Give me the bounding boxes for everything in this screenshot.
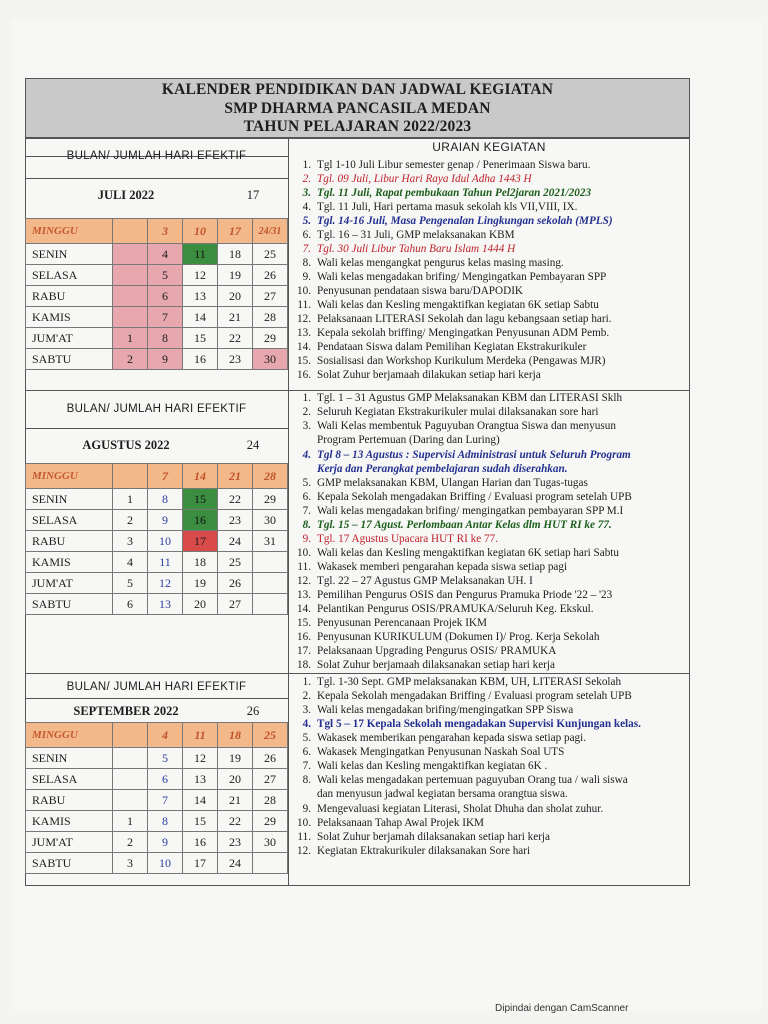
date-cell: 13	[183, 286, 218, 307]
day-name: RABU	[26, 790, 113, 811]
week-cell	[113, 219, 148, 244]
list-item: dan menyusun jadwal kegiatan bersama orangtua siswa.	[317, 788, 568, 800]
july-label: BULAN/ JUMLAH HARI EFEKTIF	[66, 150, 247, 162]
date-cell	[253, 594, 288, 615]
list-item: 3. Tgl. 11 Juli, Rapat pembukaan Tahun Pel2jaran 2021/2023	[302, 187, 592, 199]
day-label: MINGGU	[26, 723, 113, 748]
september-activity-list	[289, 674, 689, 884]
day-name: SENIN	[26, 748, 113, 769]
date-cell: 1	[113, 811, 148, 832]
day-name: JUM'AT	[26, 573, 113, 594]
week-cell: 17	[218, 219, 253, 244]
list-item: 8. Tgl. 15 – 17 Agust. Perlombaan Antar Kelas dlm HUT RI ke 77.	[302, 519, 612, 531]
date-cell: 27	[253, 769, 288, 790]
day-name: SABTU	[26, 594, 113, 615]
list-item: 15. Sosialisasi dan Workshop Kurikulum Merdeka (Pengawas MJR)	[297, 355, 606, 367]
date-cell: 22	[218, 489, 253, 510]
document-title	[25, 78, 690, 138]
calendar-row	[26, 510, 288, 531]
calendar-row	[26, 244, 288, 265]
calendar-row	[26, 531, 288, 552]
day-label: MINGGU	[26, 219, 113, 244]
september-top-divider	[25, 698, 288, 699]
list-item: 7. Wali kelas mengadakan brifing/ mengingatkan pembayaran SPP M.I	[302, 505, 624, 517]
date-cell: 23	[218, 832, 253, 853]
uraian-kegiatan-heading: URAIAN KEGIATAN	[432, 140, 546, 154]
list-item: 5. Tgl. 14-16 Juli, Masa Pengenalan Lingkungan sekolah (MPLS)	[302, 215, 613, 227]
calendar-row	[26, 748, 288, 769]
list-item: 7. Wali kelas dan Kesling mengaktifkan kegiatan 6K .	[302, 760, 548, 772]
date-cell: 9	[148, 349, 183, 370]
calendar-row	[26, 349, 288, 370]
date-cell: 25	[218, 552, 253, 573]
day-name: SABTU	[26, 349, 113, 370]
date-cell: 16	[183, 832, 218, 853]
date-cell: 1	[113, 328, 148, 349]
effective-days: 17	[246, 188, 260, 202]
list-item: 14. Pendataan Siswa dalam Pemilihan Kegiatan Ekstrakurikuler	[297, 341, 587, 353]
september-calendar-table	[25, 722, 288, 874]
date-cell: 11	[148, 552, 183, 573]
date-cell: 3	[113, 853, 148, 874]
day-label: MINGGU	[26, 464, 113, 489]
list-item: 11. Wakasek memberi pengarahan kepada siswa setiap pagi	[297, 561, 568, 573]
list-item: 12. Kegiatan Ektrakurikuler dilaksanakan Sore hari	[297, 845, 531, 857]
date-cell: 20	[218, 769, 253, 790]
september-label: BULAN/ JUMLAH HARI EFEKTIF	[66, 681, 247, 693]
week-cell: 25	[253, 723, 288, 748]
date-cell: 9	[148, 832, 183, 853]
date-cell: 19	[218, 748, 253, 769]
date-cell	[113, 790, 148, 811]
week-cell	[113, 723, 148, 748]
week-cell: 7	[148, 464, 183, 489]
day-name: KAMIS	[26, 307, 113, 328]
day-name: JUM'AT	[26, 328, 113, 349]
date-cell	[253, 552, 288, 573]
date-cell: 29	[253, 489, 288, 510]
date-cell	[113, 265, 148, 286]
date-cell: 29	[253, 328, 288, 349]
date-cell: 2	[113, 349, 148, 370]
week-cell: 3	[148, 219, 183, 244]
week-cell: 4	[148, 723, 183, 748]
july-top-divider	[25, 178, 288, 179]
date-cell: 24	[218, 531, 253, 552]
list-item: 13. Kepala sekolah briffing/ Mengingatkan Penyusunan ADM Pemb.	[297, 327, 610, 339]
list-item: 6. Kepala Sekolah mengadakan Briffing / Evaluasi program setelah UPB	[302, 491, 632, 503]
month-name: JULI 2022	[97, 188, 155, 202]
date-cell: 16	[183, 510, 218, 531]
date-cell: 28	[253, 307, 288, 328]
list-item: 7. Tgl. 30 Juli Libur Tahun Baru Islam 1444 H	[302, 243, 516, 255]
list-item: 10. Wali kelas dan Kesling mengaktifkan kegiatan 6K setiap hari Sabtu	[297, 547, 620, 559]
date-cell	[253, 853, 288, 874]
date-cell: 19	[183, 573, 218, 594]
july-activity-list	[289, 156, 689, 390]
list-item: 2. Kepala Sekolah mengadakan Briffing / Evaluasi program setelah UPB	[302, 690, 632, 702]
week-cell: 28	[253, 464, 288, 489]
date-cell: 1	[113, 489, 148, 510]
list-item: 4. Tgl 5 – 17 Kepala Sekolah mengadakan Supervisi Kunjungan kelas.	[302, 718, 641, 730]
week-cell: 24/31	[253, 219, 288, 244]
date-cell: 18	[218, 244, 253, 265]
date-cell: 22	[218, 328, 253, 349]
date-cell: 10	[148, 531, 183, 552]
list-item: 12. Tgl. 22 – 27 Agustus GMP Melaksanakan UH. I	[297, 575, 533, 587]
date-cell: 28	[253, 790, 288, 811]
day-name: SABTU	[26, 853, 113, 874]
day-name: JUM'AT	[26, 832, 113, 853]
august-calendar-table	[25, 463, 288, 615]
date-cell: 4	[148, 244, 183, 265]
list-item: 18. Solat Zuhur berjamaah dilaksanakan setiap hari kerja	[297, 659, 555, 671]
list-item: 8. Wali kelas mengangkat pengurus kelas masing masing.	[302, 257, 564, 269]
date-cell: 16	[183, 349, 218, 370]
list-item: 11. Wali kelas dan Kesling mengaktifkan kegiatan 6K setiap Sabtu	[297, 299, 599, 311]
calendar-row	[26, 265, 288, 286]
week-cell: 11	[183, 723, 218, 748]
scanner-watermark: Dipindai dengan CamScanner	[495, 1003, 629, 1014]
date-cell: 31	[253, 531, 288, 552]
list-item: 5. GMP melaksanakan KBM, Ulangan Harian dan Tugas-tugas	[302, 477, 588, 489]
list-item: 6. Tgl. 16 – 31 Juli, GMP melaksanakan KBM	[302, 229, 515, 241]
list-item: 6. Wakasek Mengingatkan Penyusunan Naskah Soal UTS	[302, 746, 565, 758]
calendar-row	[26, 594, 288, 615]
day-name: KAMIS	[26, 552, 113, 573]
week-header-row	[26, 464, 288, 489]
day-name: SENIN	[26, 489, 113, 510]
date-cell: 23	[218, 349, 253, 370]
calendar-row	[26, 853, 288, 874]
date-cell: 12	[183, 748, 218, 769]
list-item: 10. Penyusunan pendataan siswa baru/DAPODIK	[297, 285, 523, 297]
day-name: KAMIS	[26, 811, 113, 832]
date-cell: 5	[148, 748, 183, 769]
date-cell	[113, 769, 148, 790]
date-cell: 30	[253, 349, 288, 370]
date-cell: 30	[253, 510, 288, 531]
calendar-row	[26, 769, 288, 790]
list-item: 16. Penyusunan KURIKULUM (Dokumen I)/ Prog. Kerja Sekolah	[297, 631, 600, 643]
day-name: SENIN	[26, 244, 113, 265]
list-item: 12. Pelaksanaan LITERASI Sekolah dan lagu kebangsaan setiap hari.	[297, 313, 612, 325]
calendar-row	[26, 832, 288, 853]
date-cell	[113, 307, 148, 328]
date-cell: 24	[218, 853, 253, 874]
date-cell	[113, 748, 148, 769]
list-item: 17. Pelaksanaan Upgrading Pengurus OSIS/ PRAMUKA	[297, 645, 557, 657]
list-item: 11. Solat Zuhur berjamah dilaksanakan setiap hari kerja	[297, 831, 550, 843]
date-cell: 14	[183, 307, 218, 328]
calendar-row	[26, 552, 288, 573]
date-cell	[113, 286, 148, 307]
date-cell: 25	[253, 244, 288, 265]
month-name: AGUSTUS 2022	[82, 438, 170, 452]
calendar-row	[26, 811, 288, 832]
date-cell: 6	[148, 769, 183, 790]
date-cell: 19	[218, 265, 253, 286]
date-cell: 26	[218, 573, 253, 594]
list-item: Kerja dan Perangkat pembelajaran sudah diserahkan.	[317, 463, 568, 475]
list-item: 15. Penyusunan Perencanaan Projek IKM	[297, 617, 487, 629]
month-name: SEPTEMBER 2022	[73, 704, 179, 718]
list-item: 14. Pelantikan Pengurus OSIS/PRAMUKA/Seluruh Keg. Ekskul.	[297, 603, 594, 615]
date-cell	[113, 244, 148, 265]
date-cell: 15	[183, 489, 218, 510]
list-item: 9. Mengevaluasi kegiatan Literasi, Sholat Dhuha dan sholat zuhur.	[302, 803, 604, 815]
date-cell: 2	[113, 510, 148, 531]
date-cell	[253, 573, 288, 594]
date-cell: 2	[113, 832, 148, 853]
date-cell: 29	[253, 811, 288, 832]
date-cell: 11	[183, 244, 218, 265]
date-cell: 17	[183, 531, 218, 552]
list-item: 2. Seluruh Kegiatan Ekstrakurikuler mulai dilaksanakan sore hari	[302, 406, 599, 418]
date-cell: 17	[183, 853, 218, 874]
august-activity-list	[289, 391, 689, 673]
date-cell: 7	[148, 790, 183, 811]
list-item: 4. Tgl 8 – 13 Agustus : Supervisi Administrasi untuk Seluruh Program	[302, 449, 631, 461]
date-cell: 14	[183, 790, 218, 811]
week-cell: 21	[218, 464, 253, 489]
list-item: 5. Wakasek memberikan pengarahan kepada siswa setiap pagi.	[302, 732, 587, 744]
list-item: 3. Wali Kelas membentuk Paguyuban Orangtua Siswa dan menyusun	[302, 420, 616, 432]
date-cell: 22	[218, 811, 253, 832]
date-cell: 23	[218, 510, 253, 531]
date-cell: 13	[148, 594, 183, 615]
calendar-row	[26, 573, 288, 594]
date-cell: 8	[148, 328, 183, 349]
day-name: RABU	[26, 531, 113, 552]
date-cell: 3	[113, 531, 148, 552]
list-item: Program Pertemuan (Daring dan Luring)	[317, 434, 500, 446]
title-line-3: TAHUN PELAJARAN 2022/2023	[243, 118, 472, 135]
date-cell: 10	[148, 853, 183, 874]
date-cell: 21	[218, 307, 253, 328]
list-item: 2. Tgl. 09 Juli, Libur Hari Raya Idul Adha 1443 H	[302, 173, 532, 185]
date-cell: 18	[183, 552, 218, 573]
august-label: BULAN/ JUMLAH HARI EFEKTIF	[66, 403, 247, 415]
date-cell: 5	[113, 573, 148, 594]
date-cell: 27	[218, 594, 253, 615]
week-cell: 14	[183, 464, 218, 489]
date-cell: 8	[148, 489, 183, 510]
date-cell: 4	[113, 552, 148, 573]
title-line-1: KALENDER PENDIDIKAN DAN JADWAL KEGIATAN	[161, 81, 554, 98]
date-cell: 26	[253, 748, 288, 769]
calendar-row	[26, 286, 288, 307]
list-item: 4. Tgl. 11 Juli, Hari pertama masuk sekolah kls VII,VIII, IX.	[302, 201, 578, 213]
week-cell: 10	[183, 219, 218, 244]
list-item: 9. Tgl. 17 Agustus Upacara HUT RI ke 77.	[302, 533, 498, 545]
july-calendar-table	[25, 218, 288, 370]
week-header-row	[26, 723, 288, 748]
date-cell: 8	[148, 811, 183, 832]
week-cell	[113, 464, 148, 489]
calendar-row	[26, 307, 288, 328]
date-cell: 21	[218, 790, 253, 811]
day-name: RABU	[26, 286, 113, 307]
day-name: SELASA	[26, 265, 113, 286]
list-item: 10. Pelaksanaan Tahap Awal Projek IKM	[297, 817, 484, 829]
date-cell: 26	[253, 265, 288, 286]
date-cell: 7	[148, 307, 183, 328]
calendar-row	[26, 489, 288, 510]
calendar-row	[26, 328, 288, 349]
list-item: 1. Tgl 1-10 Juli Libur semester genap / Penerimaan Siswa baru.	[302, 159, 591, 171]
date-cell: 12	[183, 265, 218, 286]
week-cell: 18	[218, 723, 253, 748]
list-item: 9. Wali kelas mengadakan brifing/ Mengingatkan Pembayaran SPP	[302, 271, 607, 283]
list-item: 13. Pemilihan Pengurus OSIS dan Pengurus Pramuka Priode '22 – '23	[297, 589, 613, 601]
date-cell: 27	[253, 286, 288, 307]
list-item: 8. Wali kelas mengadakan pertemuan paguyuban Orang tua / wali siswa	[302, 774, 628, 786]
date-cell: 13	[183, 769, 218, 790]
date-cell: 20	[218, 286, 253, 307]
list-item: 1. Tgl. 1-30 Sept. GMP melaksanakan KBM, UH, LITERASI Sekolah	[302, 676, 622, 688]
day-name: SELASA	[26, 769, 113, 790]
effective-days: 26	[246, 704, 260, 718]
date-cell: 6	[113, 594, 148, 615]
calendar-row	[26, 790, 288, 811]
day-name: SELASA	[26, 510, 113, 531]
list-item: 16. Solat Zuhur berjamaah dilakukan setiap hari kerja	[297, 369, 541, 381]
effective-days: 24	[246, 438, 260, 452]
week-header-row	[26, 219, 288, 244]
date-cell: 20	[183, 594, 218, 615]
date-cell: 5	[148, 265, 183, 286]
date-cell: 30	[253, 832, 288, 853]
date-cell: 6	[148, 286, 183, 307]
list-item: 3. Wali kelas mengadakan brifing/mengingatkan SPP Siswa	[302, 704, 574, 716]
date-cell: 9	[148, 510, 183, 531]
list-item: 1. Tgl. 1 – 31 Agustus GMP Melaksanakan KBM dan LITERASI Sklh	[302, 392, 623, 404]
title-line-2: SMP DHARMA PANCASILA MEDAN	[224, 99, 491, 117]
date-cell: 15	[183, 328, 218, 349]
date-cell: 15	[183, 811, 218, 832]
date-cell: 12	[148, 573, 183, 594]
august-top-divider	[25, 428, 288, 429]
